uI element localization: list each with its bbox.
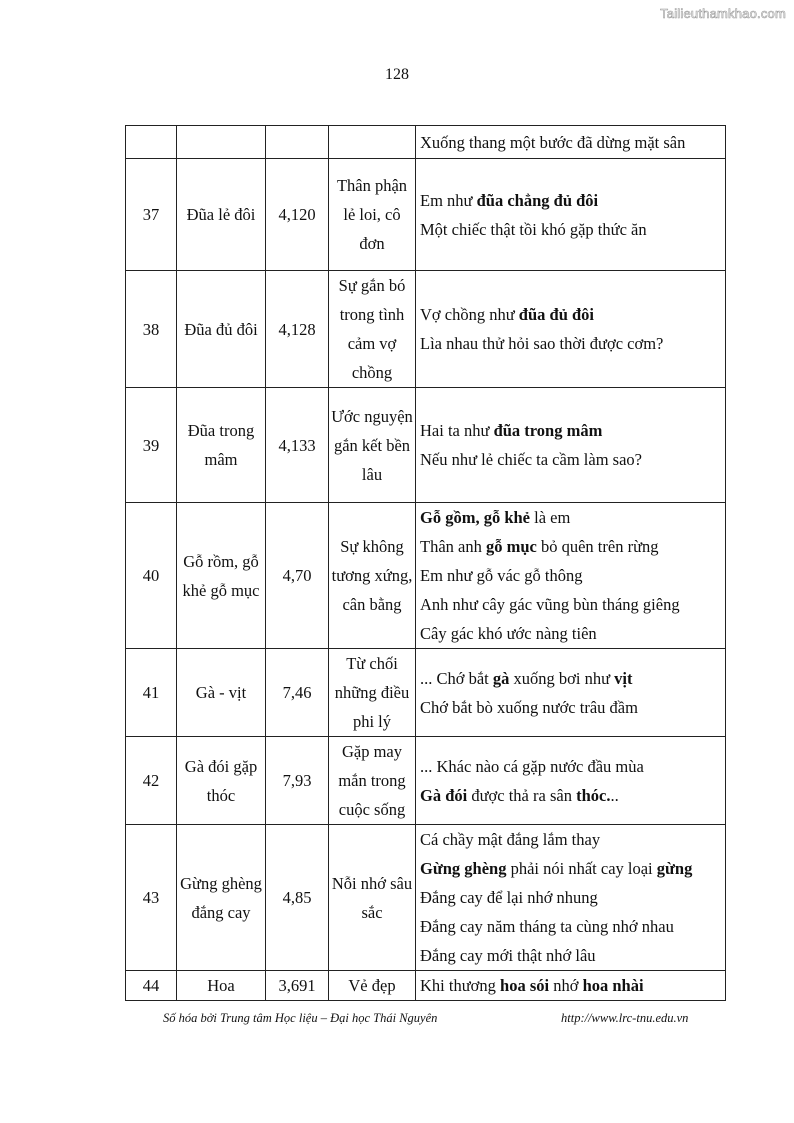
table-row — [126, 649, 726, 737]
symbol-meaning: Sự gắn bó trong tình cảm vợ chồng — [329, 271, 416, 388]
symbol-word: Hoa — [177, 971, 266, 1001]
symbol-word: Đũa lẻ đôi — [177, 159, 266, 271]
verse-text: Đắng cay để lại nhớ nhung — [420, 888, 598, 907]
symbol-word: Gừng ghèng đắng cay — [177, 825, 266, 971]
row-number: 42 — [126, 737, 177, 825]
verse-keyword: gà — [492, 668, 510, 688]
verse-line — [420, 416, 723, 445]
verse-keyword: gừng — [656, 859, 693, 878]
verse-keyword: gỗ mục — [485, 537, 537, 556]
verse-text: Đắng cay mới thật nhớ lâu — [420, 946, 596, 965]
verse-text: Nếu như lẻ chiếc ta cầm làm sao? — [420, 450, 642, 469]
verse-text: Hai ta như — [420, 421, 494, 440]
verse-text: .. — [610, 785, 619, 805]
verse-example — [416, 825, 726, 971]
verse-text: ... Chớ bắt — [420, 668, 493, 688]
verse-keyword: Gỗ gồm, gỗ khẻ — [420, 508, 531, 527]
verse-line — [420, 854, 723, 883]
symbol-meaning: Từ chối những điều phi lý — [329, 649, 416, 737]
table-row — [126, 271, 726, 388]
verse-line — [420, 329, 723, 358]
verse-text: Chớ bắt bò xuống nước trâu đầm — [420, 697, 638, 717]
frequency-value: 4,128 — [266, 271, 329, 388]
verse-text: Khi thương — [420, 976, 501, 995]
verse-text: xuống bơi như — [509, 668, 615, 688]
verse-line — [420, 781, 723, 810]
verse-line — [420, 215, 723, 244]
verse-line — [420, 693, 723, 722]
verse-line — [420, 186, 723, 215]
verse-line — [420, 664, 723, 693]
verse-line — [420, 941, 723, 970]
verse-example — [416, 159, 726, 271]
verse-line — [420, 971, 723, 1000]
verse-line — [420, 128, 723, 157]
frequency-value: 4,120 — [266, 159, 329, 271]
verse-line — [420, 532, 723, 561]
verse-example — [416, 388, 726, 503]
verse-text: Lìa nhau thử hỏi sao thời được cơm? — [420, 334, 664, 353]
row-number: 44 — [126, 971, 177, 1001]
verse-text: Cá chầy mật đắng lắm thay — [420, 830, 601, 849]
verse-keyword: đũa đủ đôi — [518, 305, 595, 324]
verse-line — [420, 883, 723, 912]
verse-text: Xuống thang một bước đã dừng mặt sân — [420, 132, 686, 152]
page-number: 128 — [385, 66, 409, 83]
frequency-value: 3,691 — [266, 971, 329, 1001]
verse-keyword: Gà đói — [420, 785, 468, 805]
verse-text: Cây gác khó ước nàng tiên — [420, 624, 597, 643]
verse-line — [420, 300, 723, 329]
row-number: 40 — [126, 503, 177, 649]
verse-keyword: Gừng ghèng — [420, 859, 507, 878]
symbol-meaning: Sự không tương xứng, cân bằng — [329, 503, 416, 649]
symbol-word: Đũa đủ đôi — [177, 271, 266, 388]
table-row — [126, 126, 726, 159]
verse-text: ... Khác nào cá gặp nước đầu mùa — [420, 756, 644, 776]
verse-text: Anh như cây gác vũng bùn tháng giêng — [420, 595, 680, 614]
row-number: 37 — [126, 159, 177, 271]
verse-line — [420, 561, 723, 590]
row-number: 39 — [126, 388, 177, 503]
table-row — [126, 971, 726, 1001]
symbol-word: Gà đói gặp thóc — [177, 737, 266, 825]
verse-text: Em như gỗ vác gỗ thông — [420, 566, 583, 585]
symbol-meaning: Gặp may mắn trong cuộc sống — [329, 737, 416, 825]
table-row — [126, 388, 726, 503]
watermark: Tailieuthamkhao.com — [660, 6, 786, 21]
symbol-table — [125, 125, 726, 1001]
verse-text: Một chiếc thật tồi khó gặp thức ăn — [420, 219, 647, 239]
symbol-word: Gỗ rồm, gỗ khẻ gỗ mục — [177, 503, 266, 649]
verse-line — [420, 445, 723, 474]
verse-example — [416, 649, 726, 737]
row-number — [126, 126, 177, 159]
verse-text: phải nói nhất cay loại — [506, 859, 657, 878]
table-row — [126, 503, 726, 649]
frequency-value: 7,46 — [266, 649, 329, 737]
verse-keyword: hoa sói — [500, 976, 550, 995]
row-number: 43 — [126, 825, 177, 971]
symbol-meaning: Ước nguyện gắn kết bền lâu — [329, 388, 416, 503]
footer-url[interactable]: http://www.lrc-tnu.edu.vn — [561, 1011, 689, 1025]
table-row — [126, 159, 726, 271]
row-number: 38 — [126, 271, 177, 388]
verse-text: được thả ra sân — [467, 785, 577, 805]
symbol-word — [177, 126, 266, 159]
verse-line — [420, 503, 723, 532]
frequency-value: 4,70 — [266, 503, 329, 649]
verse-keyword: hoa nhài — [582, 976, 644, 995]
verse-keyword: đũa chẳng đủ đôi — [476, 190, 599, 210]
table-row — [126, 825, 726, 971]
verse-keyword: đũa trong mâm — [493, 421, 603, 440]
symbol-meaning: Thân phận lẻ loi, cô đơn — [329, 159, 416, 271]
verse-text: Em như — [420, 190, 477, 210]
frequency-value: 4,85 — [266, 825, 329, 971]
verse-example — [416, 126, 726, 159]
verse-keyword: vịt — [614, 668, 633, 688]
frequency-value: 7,93 — [266, 737, 329, 825]
verse-line — [420, 752, 723, 781]
table-row — [126, 737, 726, 825]
symbol-meaning: Nỗi nhớ sâu sắc — [329, 825, 416, 971]
verse-example — [416, 503, 726, 649]
frequency-value: 4,133 — [266, 388, 329, 503]
verse-text: Thân anh — [420, 537, 486, 556]
symbol-word: Đũa trong mâm — [177, 388, 266, 503]
row-number: 41 — [126, 649, 177, 737]
verse-line — [420, 590, 723, 619]
verse-text: bỏ quên trên rừng — [536, 537, 659, 556]
verse-keyword: thóc. — [576, 785, 611, 805]
frequency-value — [266, 126, 329, 159]
verse-text: Đắng cay năm tháng ta cùng nhớ nhau — [420, 917, 674, 936]
verse-line — [420, 619, 723, 648]
verse-text: nhớ — [549, 976, 583, 995]
verse-text: là em — [530, 508, 571, 527]
symbol-meaning: Vẻ đẹp — [329, 971, 416, 1001]
verse-line — [420, 912, 723, 941]
verse-example — [416, 971, 726, 1001]
verse-example — [416, 737, 726, 825]
symbol-word: Gà - vịt — [177, 649, 266, 737]
verse-line — [420, 825, 723, 854]
symbol-meaning — [329, 126, 416, 159]
verse-text: Vợ chồng như — [420, 305, 519, 324]
verse-example — [416, 271, 726, 388]
footer-source: Số hóa bởi Trung tâm Học liệu – Đại học Thái Nguyên — [163, 1011, 438, 1025]
